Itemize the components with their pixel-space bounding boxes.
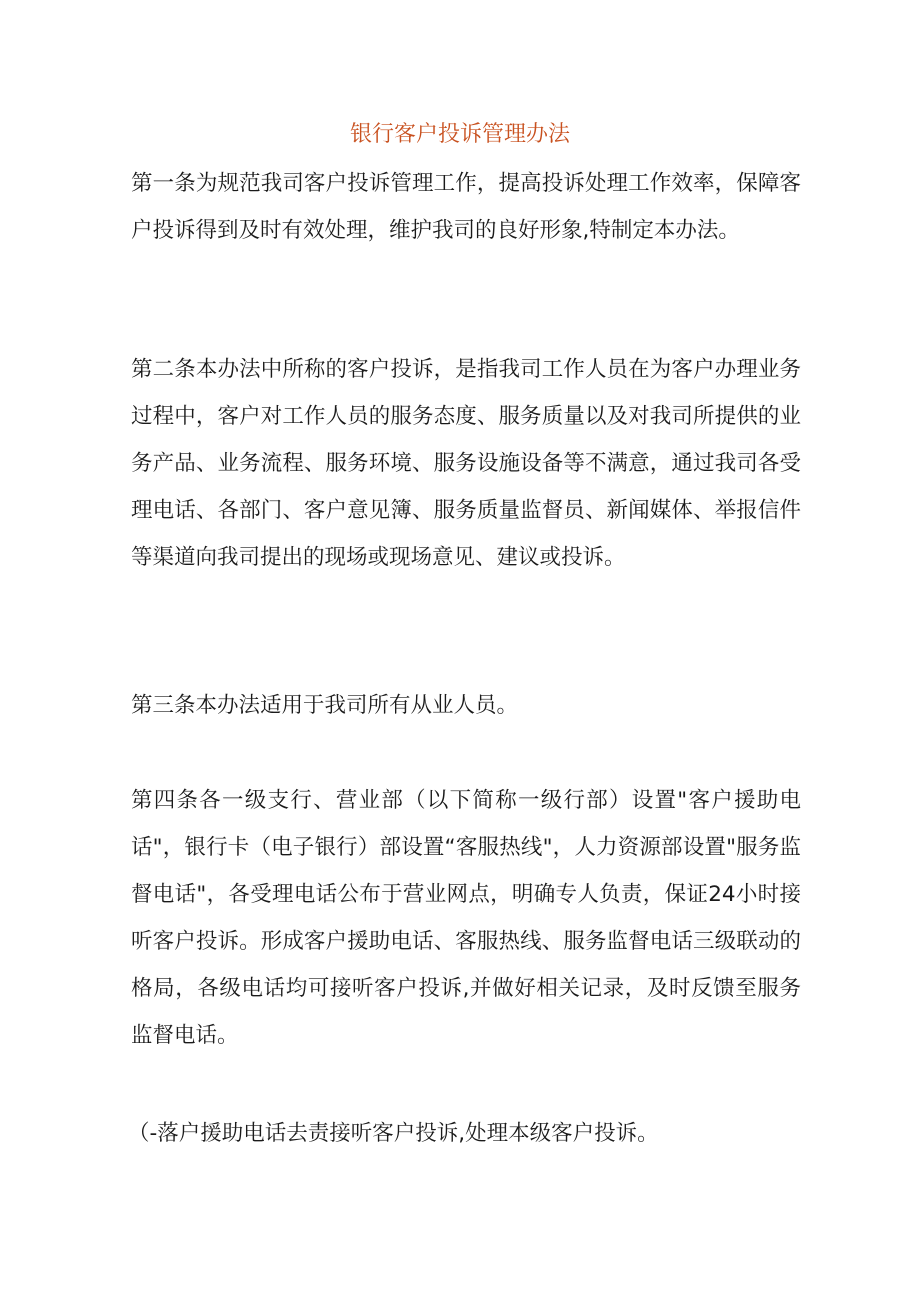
paragraph-item-1: （-落户援助电话去责接听客户投诉,处理本级客户投诉。 — [128, 1121, 659, 1146]
paragraph-article-1: 第一条为规范我司客户投诉管理工作，提高投诉处理工作效率，保障客户投诉得到及时有效处理，维护我司的良好形象,特制定本办法。 — [131, 171, 801, 243]
document-title: 银行客户投诉管理办法 — [349, 122, 570, 147]
paragraph-article-2: 第二条本办法中所称的客户投诉，是指我司工作人员在为客户办理业务过程中，客户对工作人员的服务态度、服务质量以及对我司所提供的业务产品、业务流程、服务环境、服务设施设备等不满意，通过我司各受理电话、各部门、客户意见簿、服务质量监督员、新闻媒体、举报信件等渠道向我司提出的现场或现场意见、建议或投诉。 — [131, 357, 801, 570]
paragraph-article-3: 第三条本办法适用于我司所有从业人员。 — [131, 693, 519, 718]
paragraph-article-4: 第四条各一级支行、营业部（以下简称一级行部）设置"客户援助电话"，银行卡（电子银行）部设置“客服热线"，人力资源部设置"服务监督电话"，各受理电话公布于营业网点，明确专人负责，保证24小时接听客户投诉。形成客户援助电话、客服热线、服务监督电话三级联动的格局，各级电话均可接听客户投诉,并做好相关记录，及时反馈至服务监督电话。 — [131, 788, 801, 1048]
